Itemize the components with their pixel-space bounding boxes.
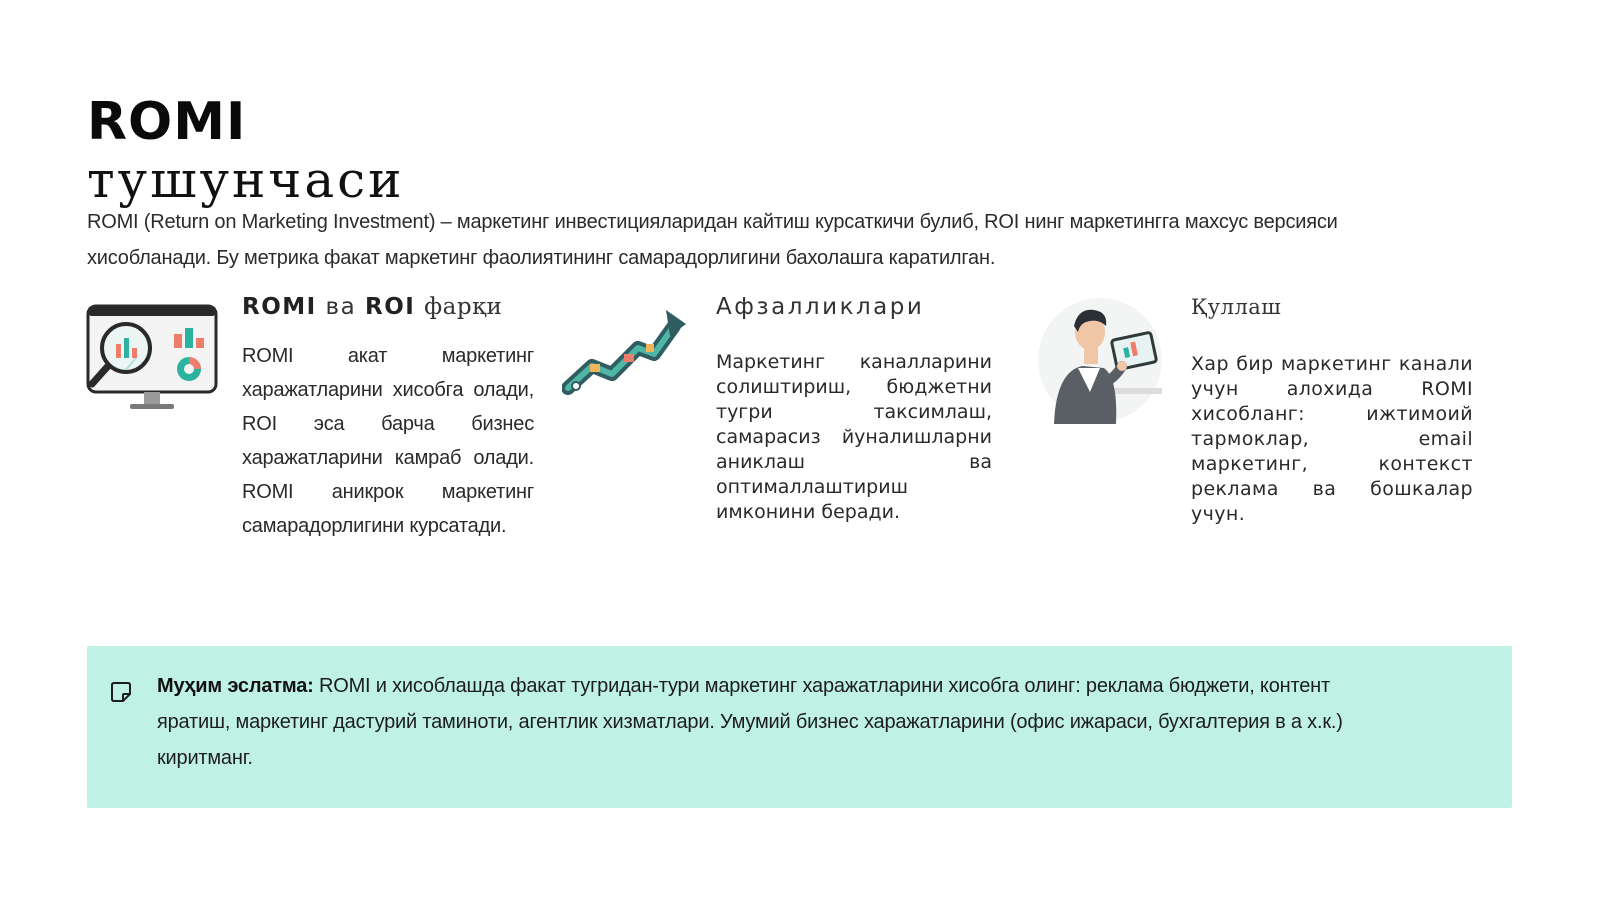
- important-note-label: Муҳим эслатма:: [157, 675, 314, 697]
- heading-term-roi: ROI: [365, 294, 416, 320]
- analytics-monitor-icon: [86, 300, 218, 415]
- column-text-romi-vs-roi: ROMI акат маркетинг харажатларини хисобга олади, ROI эса барча бизнес харажатларини камраб олади. ROMI аникрок маркетинг самарадорлигини курсатади.: [242, 345, 534, 537]
- important-note-text: [157, 668, 1387, 776]
- column-heading-usage: Қуллаш: [1191, 295, 1282, 319]
- page-subtitle: тушунчаси: [87, 151, 405, 209]
- column-heading-advantages: Афзалликлари: [716, 294, 925, 320]
- column-text-usage: Хар бир маркетинг канали учун алохида ROMI хисобланг: ижтимоий тармоклар, email маркетинг, контекст реклама ва бошкалар учун.: [1191, 353, 1473, 525]
- column-heading-romi-vs-roi: [242, 292, 502, 322]
- heading-conjunction: ва: [325, 294, 357, 320]
- note-icon: [109, 680, 133, 709]
- column-text-advantages: Маркетинг каналларини солиштириш, бюджетни тугри таксимлаш, самарасиз йуналишларни аниклаш ва оптималлаштириш имконини беради.: [716, 351, 992, 523]
- heading-word-difference: фарқи: [424, 294, 503, 320]
- page-title: ROMI: [87, 92, 247, 152]
- man-with-tablet-icon: [1034, 296, 1166, 424]
- growth-arrow-icon: [562, 304, 688, 396]
- important-note-callout: [87, 646, 1512, 808]
- important-note-body: ROMI и хисоблашда факат тугридан-тури маркетинг харажатларини хисобга олинг: реклама бюджети, контент яратиш, маркетинг дастурий таминоти, агентлик хизматлари. Умумий бизнес харажатларини (офис ижараси, бухгалтерия в а х.к.) киритманг.: [157, 675, 1343, 769]
- heading-term-romi: ROMI: [242, 294, 317, 320]
- intro-paragraph: ROMI (Return on Marketing Investment) – маркетинг инвестицияларидан кайтиш курсаткичи булиб, ROI нинг маркетингга махсус версияси хисобланади. Бу метрика факат маркетинг фаолиятининг самарадорлигини бахолашга каратилган.: [87, 211, 1338, 269]
